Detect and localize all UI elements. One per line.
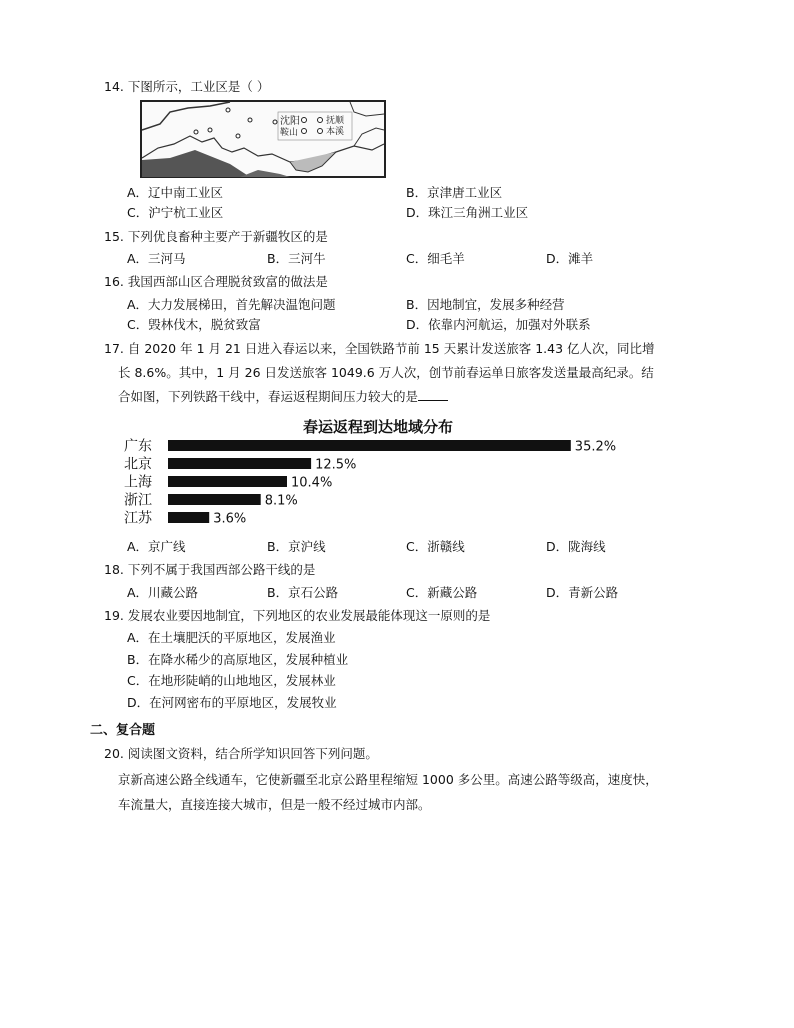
q17-answer-blank[interactable] [418,388,448,401]
chart-value-label: 3.6% [213,511,247,527]
chart-bar [168,458,311,469]
q19-stem: 19. 发展农业要因地制宜，下列地区的农业发展最能体现这一原则的是 [104,608,491,623]
q20-stem: 20. 阅读图文资料，结合所学知识回答下列问题。 [104,746,378,761]
map-label-fushun: 抚顺 [326,116,345,126]
q18-option-d[interactable]: D．青新公路 [546,585,619,600]
q15-option-c[interactable]: C．细毛羊 [406,251,465,266]
chart-bar [168,440,571,451]
q14-map [140,100,386,178]
q14-option-d[interactable]: D．珠江三角洲工业区 [406,205,529,220]
q15-option-a[interactable]: A．三河马 [127,251,186,266]
q14-option-b[interactable]: B．京津唐工业区 [406,185,503,200]
chart-category-label: 北京 [124,456,152,473]
q19-option-a[interactable]: A．在土壤肥沃的平原地区，发展渔业 [127,630,336,645]
q20-paragraph-line2: 车流量大，直接连接大城市，但是一般不经过城市内部。 [118,797,431,812]
map-label-benxi: 本溪 [326,127,345,137]
chart-category-label: 广东 [124,438,152,455]
q17-option-a[interactable]: A．京广线 [127,539,186,554]
map-label-anshan: 鞍山 [280,128,299,138]
chart-category-label: 江苏 [124,510,152,527]
section-title-composite: 二、复合题 [90,723,156,738]
q19-option-c[interactable]: C．在地形陡峭的山地地区，发展林业 [127,673,336,688]
q17-option-b[interactable]: B．京沪线 [267,539,326,554]
q20-paragraph-line1: 京新高速公路全线通车，它使新疆至北京公路里程缩短 1000 多公里。高速公路等级高，速度快， [118,772,658,787]
q18-option-a[interactable]: A．川藏公路 [127,585,199,600]
q16-option-a[interactable]: A．大力发展梯田，首先解决温饱问题 [127,297,336,312]
q15-option-d[interactable]: D．滩羊 [546,251,594,266]
chart-value-label: 12.5% [315,457,357,473]
q17-option-d[interactable]: D．陇海线 [546,539,606,554]
q14-option-c[interactable]: C．沪宁杭工业区 [127,205,224,220]
q16-stem: 16. 我国西部山区合理脱贫致富的做法是 [104,274,328,289]
chart-value-label: 10.4% [291,475,333,491]
q19-option-b[interactable]: B．在降水稀少的高原地区，发展种植业 [127,652,349,667]
chart-value-label: 8.1% [264,493,298,509]
chart-category-label: 上海 [124,474,152,491]
q14-option-a[interactable]: A．辽中南工业区 [127,185,224,200]
q16-option-c[interactable]: C．毁林伐木，脱贫致富 [127,317,261,332]
map-label-shenyang: 沈阳 [280,116,300,127]
q17-stem-line3-wrap [118,388,448,406]
q18-option-c[interactable]: C．新藏公路 [406,585,478,600]
q15-stem: 15. 下列优良畜种主要产于新疆牧区的是 [104,229,328,244]
chart-bar [168,512,209,523]
q15-option-b[interactable]: B．三河牛 [267,251,326,266]
chart-bar [168,494,261,505]
q16-option-b[interactable]: B．因地制宜，发展多种经营 [406,297,565,312]
q16-option-d[interactable]: D．依靠内河航运，加强对外联系 [406,317,591,332]
q17-option-c[interactable]: C．浙赣线 [406,539,465,554]
chart-value-label: 35.2% [574,439,617,455]
chart-bar [168,476,287,487]
chart-category-label: 浙江 [124,492,152,509]
q17-stem-line2: 长 8.6%。其中，1 月 26 日发送旅客 1049.6 万人次，创节前春运单日旅客发送量最高纪录。结 [118,365,654,380]
q17-stem-line3: 合如图，下列铁路干线中，春运返程期间压力较大的是 [118,389,419,404]
q19-option-d[interactable]: D．在河网密布的平原地区，发展牧业 [127,695,337,710]
q17-bar-chart [118,412,638,532]
q18-stem: 18. 下列不属于我国西部公路干线的是 [104,562,316,577]
chart-title: 春运返程到达地域分布 [302,418,454,436]
q18-option-b[interactable]: B．京石公路 [267,585,339,600]
q14-stem: 14. 下图所示，工业区是（ ） [104,79,270,94]
q17-stem-line1: 17. 自 2020 年 1 月 21 日进入春运以来，全国铁路节前 15 天累计发送旅客 1.43 亿人次，同比增 [104,341,655,356]
